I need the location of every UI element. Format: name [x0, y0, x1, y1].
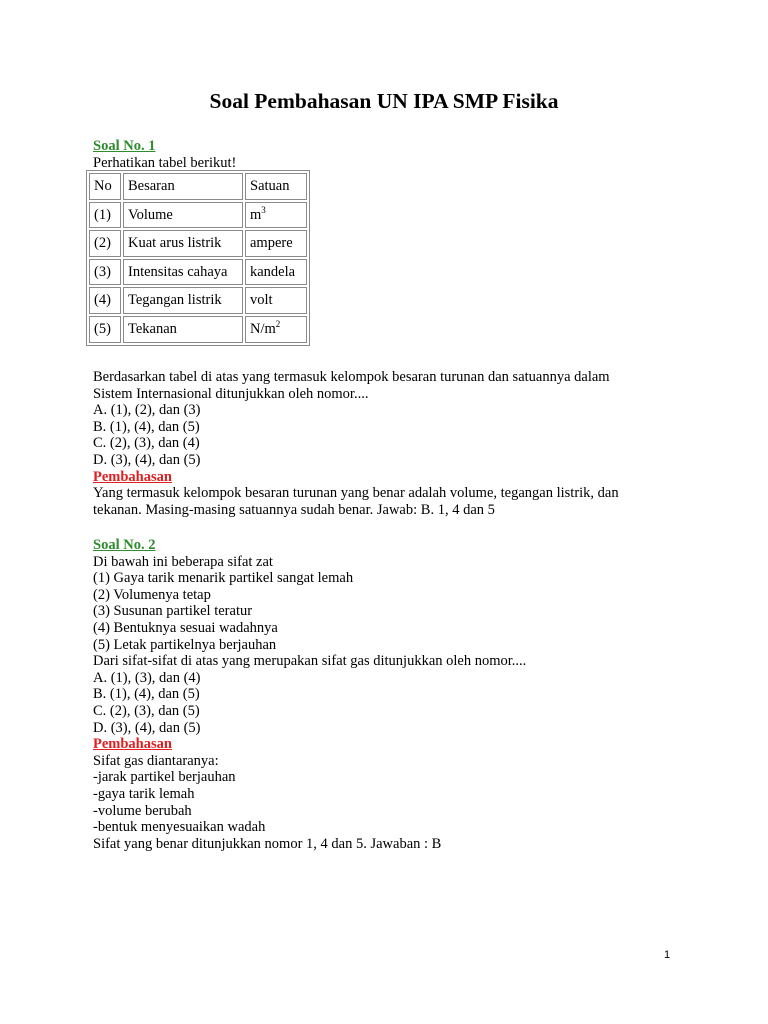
soal-1-question-line: Sistem Internasional ditunjukkan oleh nomor.... [93, 385, 369, 402]
soal-2-section [93, 537, 693, 852]
table-row [89, 316, 307, 343]
soal-2-item: (2) Volumenya tetap [93, 586, 211, 603]
row-no: (1) [89, 202, 121, 229]
row-besaran: Kuat arus listrik [123, 230, 243, 257]
soal-2-item: (5) Letak partikelnya berjauhan [93, 636, 277, 653]
soal-1-option-a: A. (1), (2), dan (3) [93, 402, 201, 419]
soal-2-question: Dari sifat-sifat di atas yang merupakan sifat gas ditunjukkan oleh nomor.... [93, 653, 527, 670]
row-satuan [245, 202, 307, 229]
row-no: (5) [89, 316, 121, 343]
row-satuan: ampere [245, 230, 307, 257]
soal-2-pembahasan-line: -bentuk menyesuaikan wadah [93, 819, 266, 836]
satuan-base: N/m [250, 320, 276, 337]
table-header-satuan: Satuan [245, 173, 307, 200]
row-satuan: volt [245, 287, 307, 314]
soal-1-pembahasan-heading: Pembahasan [93, 468, 172, 485]
row-besaran: Tekanan [123, 316, 243, 343]
page-number: 1 [664, 949, 671, 961]
table-header-row [89, 173, 307, 200]
table-header-besaran: Besaran [123, 173, 243, 200]
soal-1-pembahasan-line: Yang termasuk kelompok besaran turunan yang benar adalah volume, tegangan listrik, dan [93, 485, 619, 502]
soal-2-item: (4) Bentuknya sesuai wadahnya [93, 619, 278, 636]
besaran-table [86, 170, 310, 346]
soal-1-heading: Soal No. 1 [93, 138, 156, 154]
table-row [89, 230, 307, 257]
row-satuan: kandela [245, 259, 307, 286]
soal-2-item: (1) Gaya tarik menarik partikel sangat lemah [93, 570, 354, 587]
row-besaran: Intensitas cahaya [123, 259, 243, 286]
soal-1-header [93, 138, 693, 171]
soal-2-option-a: A. (1), (3), dan (4) [93, 669, 201, 686]
satuan-base: m [250, 206, 262, 223]
row-no: (3) [89, 259, 121, 286]
soal-2-pembahasan-line: Sifat gas diantaranya: [93, 752, 219, 769]
soal-2-option-b: B. (1), (4), dan (5) [93, 686, 200, 703]
soal-1-option-c: C. (2), (3), dan (4) [93, 435, 200, 452]
soal-2-pembahasan-line: Sifat yang benar ditunjukkan nomor 1, 4 dan 5. Jawaban : B [93, 835, 442, 852]
table-row [89, 259, 307, 286]
satuan-exponent: 2 [275, 318, 281, 329]
soal-1-body [93, 369, 693, 518]
soal-2-option-d: D. (3), (4), dan (5) [93, 719, 201, 736]
soal-1-question-line: Berdasarkan tabel di atas yang termasuk kelompok besaran turunan dan satuannya dalam [93, 369, 610, 385]
soal-2-option-c: C. (2), (3), dan (5) [93, 702, 200, 719]
page-title: Soal Pembahasan UN IPA SMP Fisika [209, 89, 559, 113]
soal-2-pembahasan-line: -volume berubah [93, 802, 192, 819]
row-besaran: Volume [123, 202, 243, 229]
soal-1-option-d: D. (3), (4), dan (5) [93, 451, 201, 468]
soal-2-pembahasan-line: -jarak partikel berjauhan [93, 769, 236, 786]
soal-2-intro: Di bawah ini beberapa sifat zat [93, 553, 273, 570]
table-row [89, 287, 307, 314]
soal-2-pembahasan-line: -gaya tarik lemah [93, 785, 195, 802]
soal-2-pembahasan-heading: Pembahasan [93, 736, 172, 753]
soal-1-option-b: B. (1), (4), dan (5) [93, 418, 200, 435]
satuan-exponent: 3 [261, 204, 266, 215]
row-no: (2) [89, 230, 121, 257]
soal-1-pembahasan-line: tekanan. Masing-masing satuannya sudah benar. Jawab: B. 1, 4 dan 5 [93, 501, 495, 518]
row-satuan [245, 316, 307, 343]
soal-2-item: (3) Susunan partikel teratur [93, 603, 253, 620]
table-row [89, 202, 307, 229]
row-besaran: Tegangan listrik [123, 287, 243, 314]
table-header-no: No [89, 173, 121, 200]
soal-1-intro: Perhatikan tabel berikut! [93, 154, 237, 171]
soal-2-heading: Soal No. 2 [93, 537, 156, 553]
row-no: (4) [89, 287, 121, 314]
